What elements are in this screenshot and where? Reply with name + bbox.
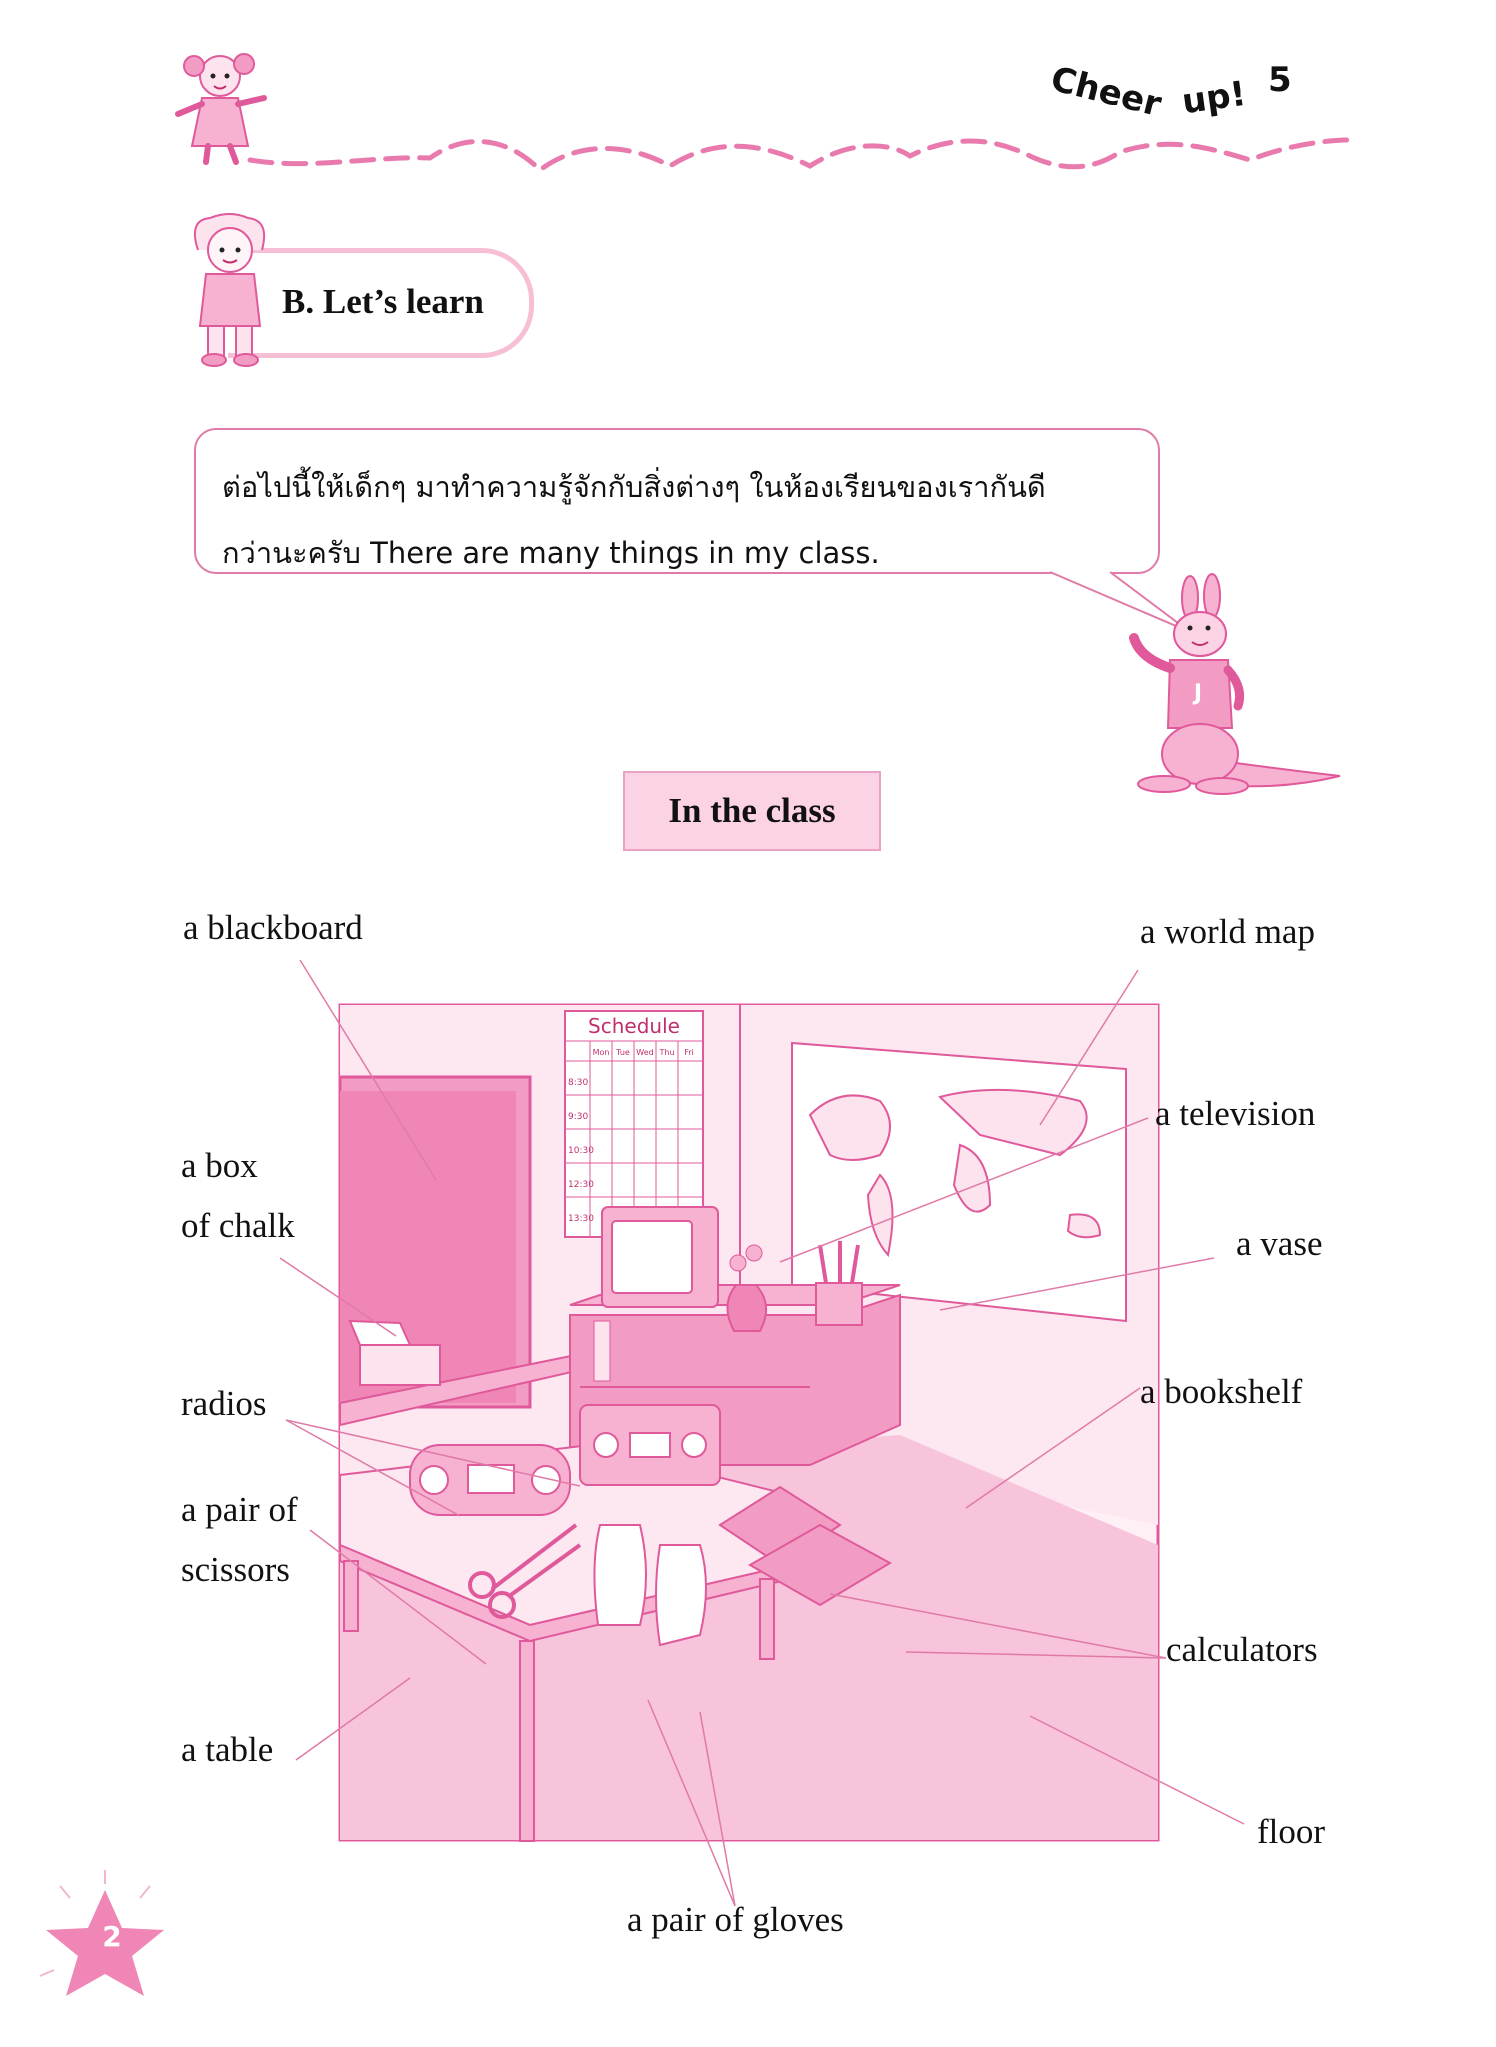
label-floor: floor [1257, 1812, 1326, 1851]
schedule-time: 12:30 [568, 1180, 594, 1190]
schedule-day: Wed [636, 1048, 654, 1057]
schedule-time: 9:30 [568, 1112, 589, 1122]
speech-bubble-line-2: กว่านะครับ There are many things in my class. [222, 536, 880, 570]
label-scissors-line-2: scissors [181, 1550, 290, 1589]
schedule-time: 13:30 [568, 1214, 594, 1224]
schedule-day: Tue [616, 1048, 630, 1057]
label-gloves: a pair of gloves [627, 1900, 844, 1939]
label-television: a television [1155, 1094, 1316, 1133]
schedule-day: Fri [684, 1048, 694, 1057]
speech-bubble-line-1: ต่อไปนี้ให้เด็กๆ มาทำความรู้จักกับสิ่งต่างๆ ในห้องเรียนของเรากันดี [222, 470, 1046, 504]
label-box-line-1: a box [181, 1146, 258, 1185]
label-box-line-2: of chalk [181, 1206, 295, 1245]
label-bookshelf: a bookshelf [1140, 1372, 1303, 1411]
label-scissors-line-1: a pair of [181, 1490, 298, 1529]
label-world-map: a world map [1140, 912, 1315, 951]
book-title-word-1: Cheer [1046, 59, 1166, 125]
schedule-title: Schedule [588, 1014, 680, 1038]
label-calculators: calculators [1166, 1630, 1318, 1669]
label-vase: a vase [1236, 1224, 1323, 1263]
book-title-word-2: up! [1179, 73, 1249, 123]
label-radios: radios [181, 1384, 267, 1423]
section-title: B. Let’s learn [282, 282, 484, 321]
kangaroo-shirt-letter: J [1193, 681, 1203, 706]
picture-heading: In the class [623, 771, 881, 851]
label-table: a table [181, 1730, 274, 1769]
schedule-time: 10:30 [568, 1146, 594, 1156]
schedule-day: Thu [659, 1048, 675, 1057]
label-blackboard: a blackboard [183, 908, 363, 947]
book-title-word-3: 5 [1268, 60, 1292, 100]
schedule-time: 8:30 [568, 1078, 589, 1088]
schedule-day: Mon [592, 1048, 610, 1057]
page-number: 2 [102, 1920, 122, 1953]
